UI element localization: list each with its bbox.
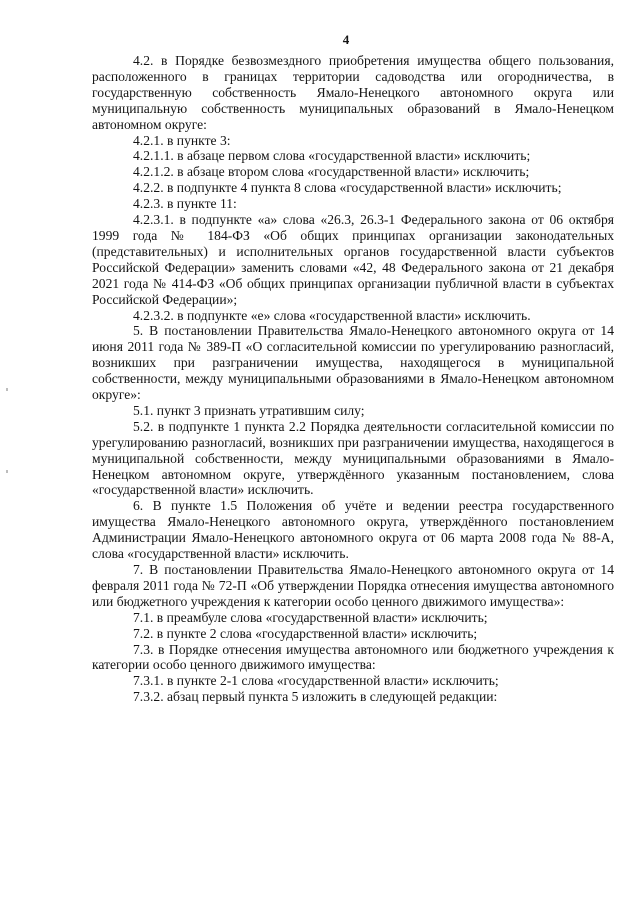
paragraph: 4.2.3. в пункте 11: (133, 196, 237, 212)
paragraph: 4.2.1.2. в абзаце втором слова «государственной власти» исключить; (133, 164, 530, 180)
paragraph: 4.2.1.1. в абзаце первом слова «государственной власти» исключить; (133, 148, 531, 164)
scan-mark (6, 470, 8, 473)
scan-mark (6, 388, 8, 391)
page-number: 4 (342, 32, 350, 47)
paragraph: 6. В пункте 1.5 Положения об учёте и ведении реестра государственного имущества Ямало-Ненецкого автономного округа, утверждённого постановлением Администрации Ямало-Ненецкого автономного округа от 06 марта 2008 года № 88-А, слова «государственной власти» исключить. (92, 498, 614, 562)
paragraph: 7.3.2. абзац первый пункта 5 изложить в следующей редакции: (133, 689, 498, 705)
paragraph: 4.2.2. в подпункте 4 пункта 8 слова «государственной власти» исключить; (133, 180, 562, 196)
paragraph: 4.2.1. в пункте 3: (133, 132, 231, 148)
document-body (92, 53, 614, 705)
paragraph: 7.3.1. в пункте 2-1 слова «государственной власти» исключить; (133, 673, 499, 689)
paragraph: 7.2. в пункте 2 слова «государственной власти» исключить; (133, 625, 478, 641)
paragraph: 5. В постановлении Правительства Ямало-Ненецкого автономного округа от 14 июня 2011 года № 389-П «О согласительной комиссии по урегулированию разногласий, возникших при разграничении имущества, находящегося в муниципальной собственности, между муниципальными образованиями в Ямало-Ненецком автономном округе»: (92, 323, 614, 403)
paragraph: 5.1. пункт 3 признать утратившим силу; (133, 402, 365, 418)
paragraph: 4.2.3.2. в подпункте «е» слова «государственной власти» исключить. (133, 307, 531, 323)
paragraph: 7.1. в преамбуле слова «государственной власти» исключить; (133, 609, 488, 625)
paragraph: 4.2. в Порядке безвозмездного приобретения имущества общего пользования, расположенного в границах территории садоводства или огородничества, в государственную собственность Ямало-Ненецкого автономного округа или муниципальную собственность муниципальных образований в Ямало-Ненецком автономном округе: (92, 53, 614, 132)
paragraph: 4.2.3.1. в подпункте «а» слова «26.3, 26.3-1 Федерального закона от 06 октября 1999 года № 184-ФЗ «Об общих принципах организации законодательных (представительных) и исполнительных органов государственной власти субъектов Российской Федерации» заменить словами «42, 48 Федерального закона от 21 декабря 2021 года № 414-ФЗ «Об общих принципах организации публичной власти в субъектах Российской Федерации»; (92, 212, 614, 307)
paragraph: 5.2. в подпункте 1 пункта 2.2 Порядка деятельности согласительной комиссии по урегулированию разногласий, возникших при разграничении имущества, находящегося в муниципальной собственности, между муниципальными образованиями в Ямало-Ненецком автономном округе, утверждённого указанным постановлением, слова «государственной власти» исключить. (92, 418, 614, 498)
paragraph: 7.3. в Порядке отнесения имущества автономного или бюджетного учреждения к категории особо ценного движимого имущества: (92, 641, 614, 673)
paragraph: 7. В постановлении Правительства Ямало-Ненецкого автономного округа от 14 февраля 2011 года № 72-П «Об утверждении Порядка отнесения имущества автономного или бюджетного учреждения к категории особо ценного движимого имущества»: (92, 562, 614, 609)
